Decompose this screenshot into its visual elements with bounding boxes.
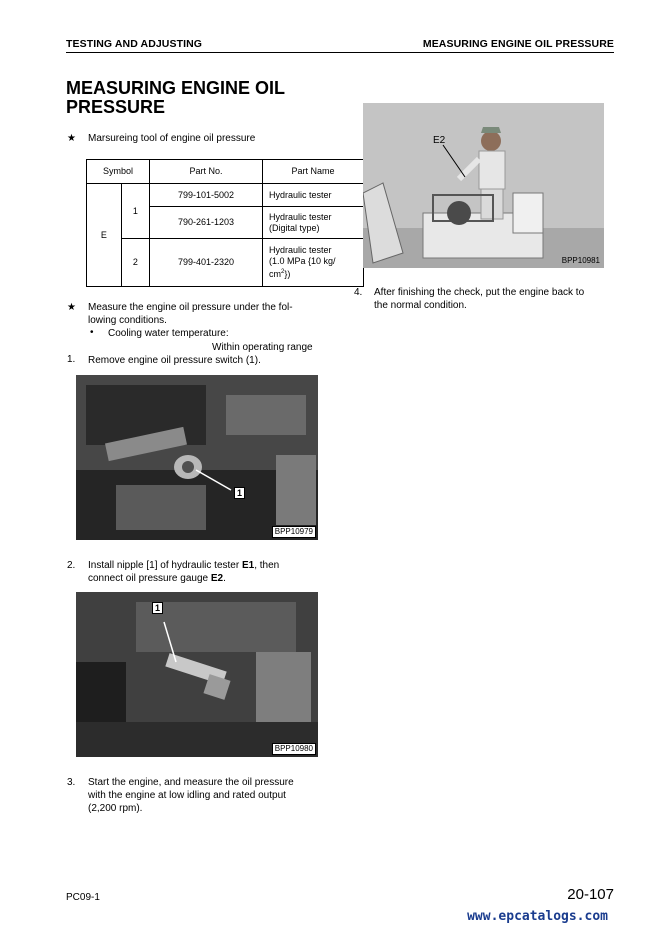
page-number: 20-107 bbox=[567, 886, 614, 903]
part-no-cell: 799-401-2320 bbox=[150, 239, 263, 287]
part-no-cell: 790-261-1203 bbox=[150, 207, 263, 239]
step-text-part: Install nipple [1] of hydraulic tester bbox=[88, 560, 242, 571]
part-no-cell: 799-101-5002 bbox=[150, 184, 263, 207]
star-icon: ★ bbox=[67, 133, 76, 144]
symbol-cell: E bbox=[87, 184, 122, 287]
conditions-line: Measure the engine oil pressure under the fol- bbox=[88, 302, 293, 313]
step-number: 2. bbox=[67, 560, 76, 571]
part-name-line bbox=[269, 267, 357, 280]
col-header-part-name: Part Name bbox=[263, 160, 364, 184]
tester-photo bbox=[76, 592, 318, 757]
step-text: the normal condition. bbox=[374, 300, 467, 311]
header-divider bbox=[66, 52, 614, 53]
unit-superscript: 2 bbox=[281, 269, 285, 275]
tool-ref: E1 bbox=[241, 560, 255, 571]
step-number: 3. bbox=[67, 777, 76, 788]
part-name-line: (1.0 MPa {10 kg/ bbox=[269, 256, 336, 266]
header-section: TESTING AND ADJUSTING bbox=[66, 38, 203, 50]
row-number: 2 bbox=[121, 239, 149, 287]
col-header-symbol: Symbol bbox=[87, 160, 150, 184]
step-text-part: connect oil pressure gauge bbox=[88, 573, 211, 584]
step-text bbox=[88, 572, 226, 585]
row-number: 1 bbox=[121, 184, 149, 239]
part-name-cell bbox=[263, 239, 364, 287]
step-text: Remove engine oil pressure switch (1). bbox=[88, 355, 261, 366]
part-name-line: Hydraulic tester bbox=[269, 245, 332, 255]
part-name-line: (Digital type) bbox=[269, 222, 320, 233]
callout-label: 1 bbox=[234, 487, 245, 499]
step-number: 1. bbox=[67, 354, 76, 365]
callout-label: 1 bbox=[152, 602, 163, 614]
step-text: After finishing the check, put the engine back to bbox=[374, 287, 585, 298]
step-text-part: , then bbox=[254, 560, 280, 571]
engine-photo-drawing bbox=[76, 375, 318, 540]
part-name-cell: Hydraulic tester bbox=[263, 184, 364, 207]
step-text bbox=[88, 559, 326, 572]
operator-photo bbox=[363, 103, 604, 268]
figure-code: BPP10979 bbox=[272, 526, 316, 538]
figure-code: BPP10981 bbox=[561, 256, 600, 265]
model-code: PC09-1 bbox=[66, 892, 100, 903]
unit-text-end: }) bbox=[284, 269, 291, 279]
part-name-line: Hydraulic tester bbox=[269, 211, 332, 222]
engine-photo bbox=[76, 375, 318, 540]
step-text: (2,200 rpm). bbox=[88, 803, 143, 814]
callout-label: E2 bbox=[433, 135, 446, 146]
unit-text: cm bbox=[269, 269, 281, 279]
watermark-url[interactable]: www.epcatalogs.com bbox=[467, 909, 608, 924]
figure-code: BPP10980 bbox=[272, 743, 316, 755]
header-title: MEASURING ENGINE OIL PRESSURE bbox=[422, 38, 614, 50]
bullet-icon: • bbox=[90, 327, 94, 338]
tool-table bbox=[86, 159, 364, 287]
star-icon: ★ bbox=[67, 302, 76, 313]
condition-item: Cooling water temperature: bbox=[108, 328, 229, 339]
tester-photo-drawing bbox=[76, 592, 318, 757]
step-text-part: . bbox=[223, 573, 226, 584]
conditions-line: lowing conditions. bbox=[88, 315, 167, 326]
tool-ref: E2 bbox=[210, 573, 224, 584]
step-text: Start the engine, and measure the oil pressure bbox=[88, 777, 294, 788]
col-header-part-no: Part No. bbox=[150, 160, 263, 184]
intro-text: Marsureing tool of engine oil pressure bbox=[88, 133, 256, 144]
page-title: MEASURING ENGINE OIL PRESSURE bbox=[66, 78, 285, 117]
part-name-cell bbox=[263, 207, 364, 239]
step-number: 4. bbox=[354, 287, 363, 298]
condition-value: Within operating range bbox=[212, 342, 313, 353]
operator-photo-drawing bbox=[363, 103, 604, 268]
step-text: with the engine at low idling and rated output bbox=[88, 790, 286, 801]
